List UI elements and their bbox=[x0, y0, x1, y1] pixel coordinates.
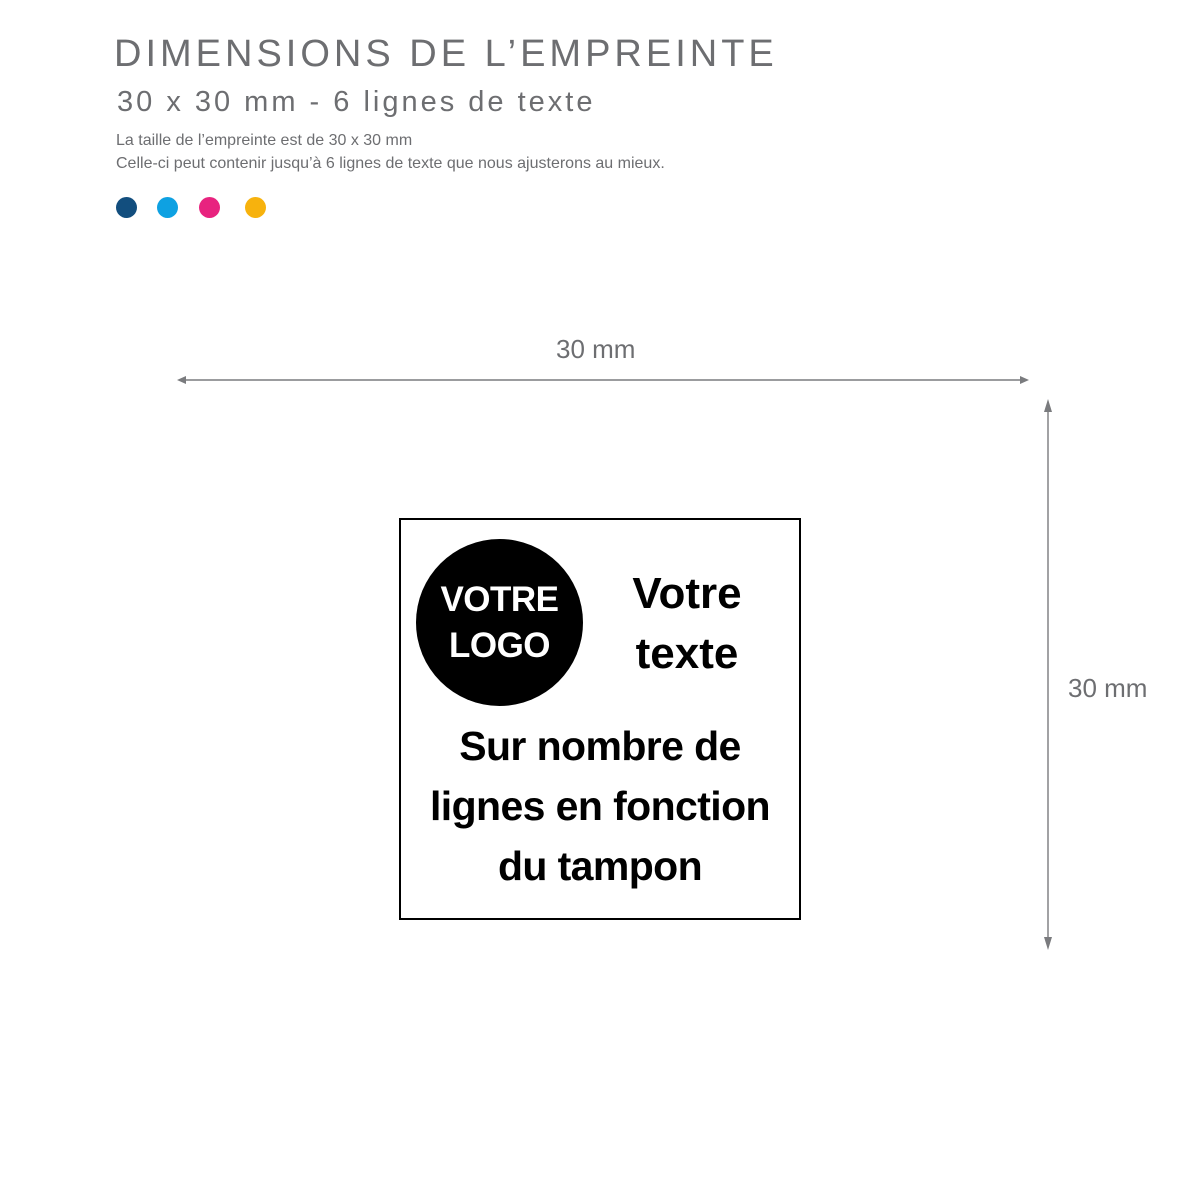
logo-placeholder-line-1: VOTRE bbox=[440, 579, 559, 619]
stamp-text-block bbox=[607, 564, 767, 684]
description-line-2: Celle-ci peut contenir jusqu’à 6 lignes de texte que nous ajusterons au mieux. bbox=[116, 155, 665, 172]
stamp-text-line-2: texte bbox=[635, 629, 739, 678]
logo-placeholder-line-2: LOGO bbox=[448, 625, 551, 665]
description-line-1: La taille de l’empreinte est de 30 x 30 mm bbox=[116, 132, 413, 149]
width-dimension-arrow bbox=[177, 376, 1029, 384]
page-subtitle: 30 x 30 mm - 6 lignes de texte bbox=[117, 86, 596, 118]
stamp-body-text bbox=[401, 716, 799, 896]
page-title: DIMENSIONS DE L’EMPREINTE bbox=[114, 33, 778, 75]
width-dimension-label: 30 mm bbox=[556, 334, 636, 364]
height-dimension-arrow bbox=[1044, 399, 1052, 950]
stamp-body-line-3: du tampon bbox=[497, 843, 703, 889]
stamp-imprint-preview bbox=[399, 518, 801, 920]
stamp-body-line-1: Sur nombre de bbox=[459, 723, 741, 769]
stamp-text-line-1: Votre bbox=[632, 569, 742, 618]
stamp-body-line-2: lignes en fonction bbox=[430, 783, 770, 829]
height-dimension-label: 30 mm bbox=[1068, 673, 1148, 703]
logo-placeholder bbox=[416, 539, 583, 706]
